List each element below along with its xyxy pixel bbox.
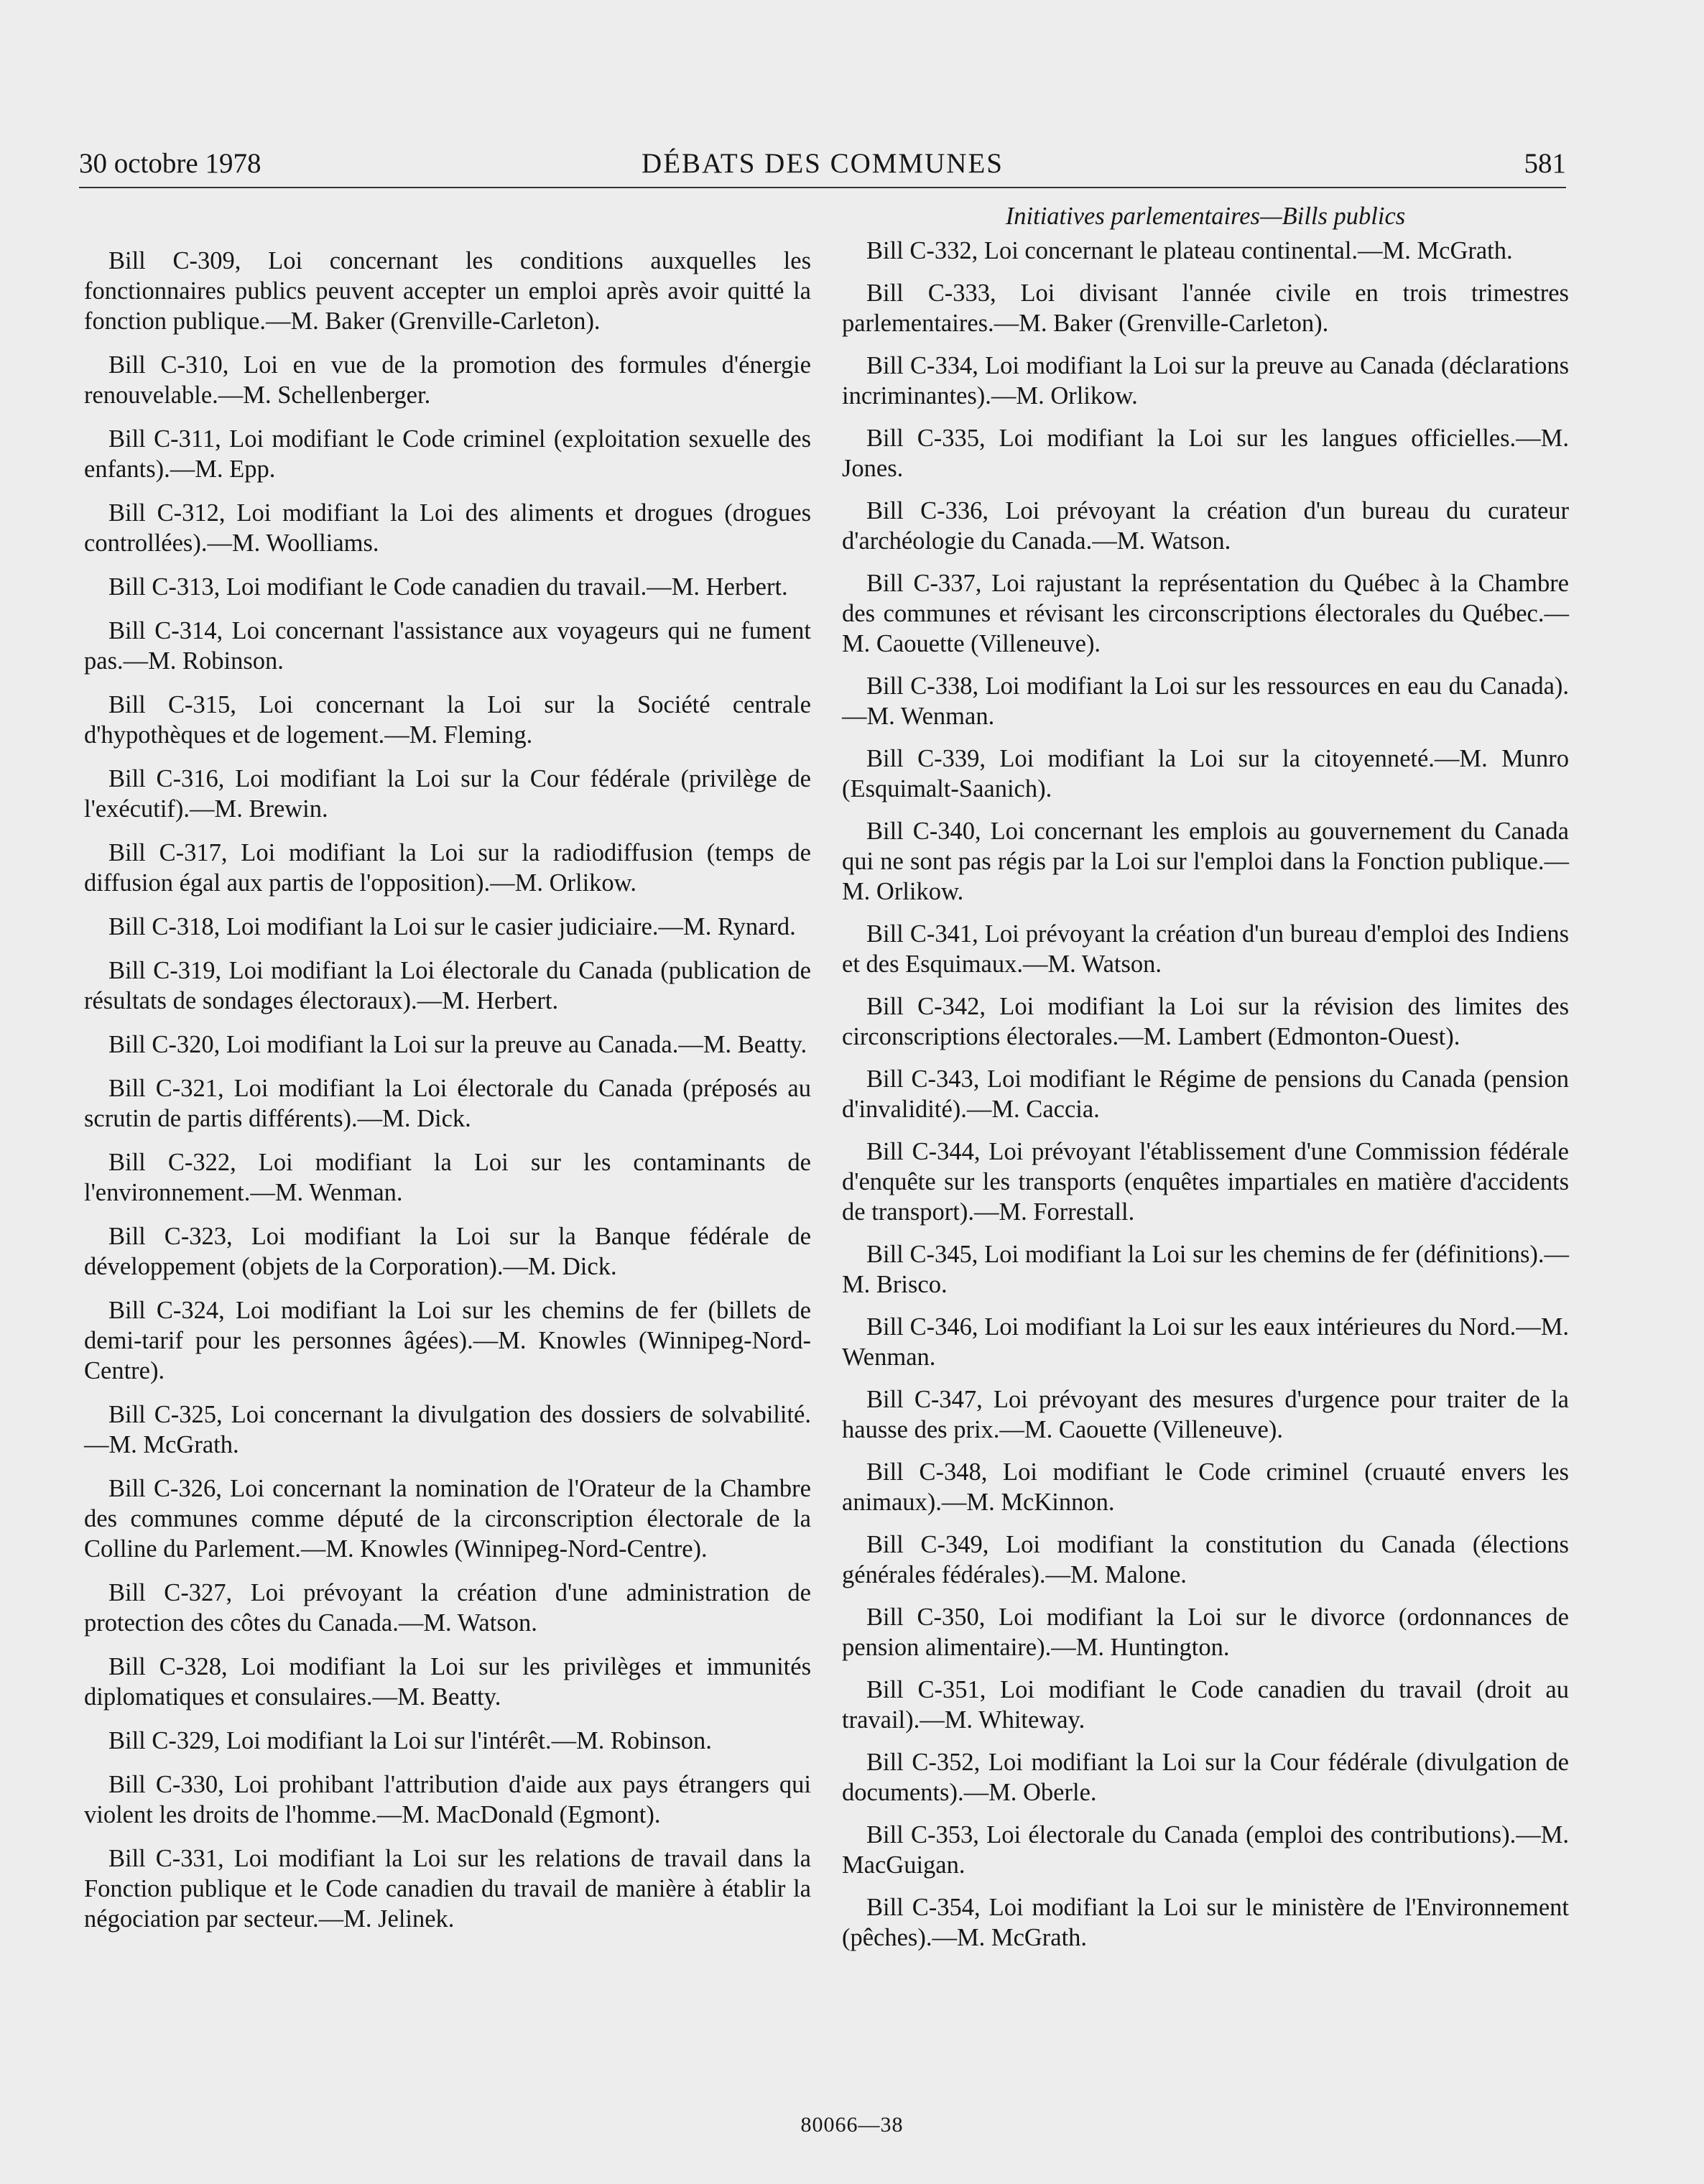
bill-entry: Bill C-333, Loi divisant l'année civile en trois trimestres parlementaires.—M. Baker (Grenville-Carleton). [842, 279, 1569, 337]
bill-entry: Bill C-332, Loi concernant le plateau continental.—M. McGrath. [866, 237, 1513, 264]
bill-entry: Bill C-338, Loi modifiant la Loi sur les ressources en eau du Canada).—M. Wenman. [842, 672, 1569, 730]
bill-entry: Bill C-311, Loi modifiant le Code criminel (exploitation sexuelle des enfants).—M. Epp. [84, 425, 811, 483]
bill-entry: Bill C-345, Loi modifiant la Loi sur les chemins de fer (définitions).—M. Brisco. [842, 1241, 1569, 1298]
page-footer: 80066—38 [800, 2113, 904, 2137]
bill-entry: Bill C-320, Loi modifiant la Loi sur la preuve au Canada.—M. Beatty. [108, 1031, 807, 1058]
bill-entry: Bill C-353, Loi électorale du Canada (emploi des contributions).—M. MacGuigan. [842, 1821, 1569, 1879]
bill-entry: Bill C-337, Loi rajustant la représentation du Québec à la Chambre des communes et révisant les circonscriptions électorales du Québec.—M. Caouette (Villeneuve). [842, 570, 1569, 657]
bill-entry: Bill C-328, Loi modifiant la Loi sur les privilèges et immunités diplomatiques et consulaires.—M. Beatty. [84, 1653, 811, 1711]
bill-entry: Bill C-309, Loi concernant les conditions auxquelles les fonctionnaires publics peuvent accepter un emploi après avoir quitté la fonction publique.—M. Baker (Grenville-Carleton). [84, 247, 811, 335]
bill-entry: Bill C-351, Loi modifiant le Code canadien du travail (droit au travail).—M. Whiteway. [842, 1676, 1569, 1734]
bill-entry: Bill C-313, Loi modifiant le Code canadien du travail.—M. Herbert. [108, 573, 788, 601]
header-page-number: 581 [1524, 148, 1566, 179]
bill-entry: Bill C-352, Loi modifiant la Loi sur la Cour fédérale (divulgation de documents).—M. Oberle. [842, 1749, 1569, 1806]
bill-entry: Bill C-340, Loi concernant les emplois au gouvernement du Canada qui ne sont pas régis par la Loi sur l'emploi dans la Fonction publique.—M. Orlikow. [842, 818, 1569, 905]
bill-entry: Bill C-317, Loi modifiant la Loi sur la radiodiffusion (temps de diffusion égal aux partis de l'opposition).—M. Orlikow. [84, 839, 811, 897]
bill-entry: Bill C-314, Loi concernant l'assistance aux voyageurs qui ne fument pas.—M. Robinson. [84, 617, 811, 675]
bill-entry: Bill C-327, Loi prévoyant la création d'une administration de protection des côtes du Canada.—M. Watson. [84, 1579, 811, 1637]
bill-entry: Bill C-334, Loi modifiant la Loi sur la preuve au Canada (déclarations incriminantes).—M. Orlikow. [842, 352, 1569, 410]
header-title: DÉBATS DES COMMUNES [642, 148, 1004, 179]
bill-entry: Bill C-319, Loi modifiant la Loi électorale du Canada (publication de résultats de sondages électoraux).—M. Herbert. [84, 957, 811, 1014]
bill-entry: Bill C-336, Loi prévoyant la création d'un bureau du curateur d'archéologie du Canada.—M. Watson. [842, 497, 1569, 555]
bill-entry: Bill C-322, Loi modifiant la Loi sur les contaminants de l'environnement.—M. Wenman. [84, 1149, 811, 1206]
bill-entry: Bill C-329, Loi modifiant la Loi sur l'intérêt.—M. Robinson. [108, 1727, 712, 1754]
page-header [79, 144, 1566, 188]
bill-entry: Bill C-324, Loi modifiant la Loi sur les chemins de fer (billets de demi-tarif pour les personnes âgées).—M. Knowles (Winnipeg-Nord-Centre). [84, 1297, 811, 1384]
bill-entry: Bill C-326, Loi concernant la nomination de l'Orateur de la Chambre des communes comme député de la circonscription électorale de la Colline du Parlement.—M. Knowles (Winnipeg-Nord-Centre). [84, 1475, 811, 1563]
left-column [84, 246, 811, 1948]
bill-entry: Bill C-310, Loi en vue de la promotion des formules d'énergie renouvelable.—M. Schellenberger. [84, 351, 811, 409]
bill-entry: Bill C-348, Loi modifiant le Code criminel (cruauté envers les animaux).—M. McKinnon. [842, 1458, 1569, 1516]
bill-entry: Bill C-331, Loi modifiant la Loi sur les relations de travail dans la Fonction publique et le Code canadien du travail de manière à établir la négociation par secteur.—M. Jelinek. [84, 1845, 811, 1933]
bill-entry: Bill C-335, Loi modifiant la Loi sur les langues officielles.—M. Jones. [842, 425, 1569, 482]
right-column [842, 201, 1569, 1965]
bill-entry: Bill C-344, Loi prévoyant l'établissement d'une Commission fédérale d'enquête sur les transports (enquêtes impartiales en matière d'accidents de transport).—M. Forrestall. [842, 1138, 1569, 1226]
section-title: Initiatives parlementaires—Bills publics [1005, 203, 1406, 230]
bill-entry: Bill C-321, Loi modifiant la Loi électorale du Canada (préposés au scrutin de partis différents).—M. Dick. [84, 1075, 811, 1132]
bill-entry: Bill C-341, Loi prévoyant la création d'un bureau d'emploi des Indiens et des Esquimaux.—M. Watson. [842, 920, 1569, 978]
bill-entry: Bill C-330, Loi prohibant l'attribution d'aide aux pays étrangers qui violent les droits de l'homme.—M. MacDonald (Egmont). [84, 1771, 811, 1828]
bill-entry: Bill C-349, Loi modifiant la constitution du Canada (élections générales fédérales).—M. Malone. [842, 1531, 1569, 1588]
bill-entry: Bill C-315, Loi concernant la Loi sur la Société centrale d'hypothèques et de logement.—M. Fleming. [84, 691, 811, 749]
bill-entry: Bill C-318, Loi modifiant la Loi sur le casier judiciaire.—M. Rynard. [108, 913, 796, 940]
bill-entry: Bill C-346, Loi modifiant la Loi sur les eaux intérieures du Nord.—M. Wenman. [842, 1313, 1569, 1371]
bill-entry: Bill C-312, Loi modifiant la Loi des aliments et drogues (drogues controllées).—M. Woolliams. [84, 499, 811, 557]
bill-entry: Bill C-323, Loi modifiant la Loi sur la Banque fédérale de développement (objets de la Corporation).—M. Dick. [84, 1223, 811, 1280]
bill-entry: Bill C-343, Loi modifiant le Régime de pensions du Canada (pension d'invalidité).—M. Caccia. [842, 1065, 1569, 1123]
bill-entry: Bill C-354, Loi modifiant la Loi sur le ministère de l'Environnement (pêches).—M. McGrath. [842, 1894, 1569, 1951]
bill-entry: Bill C-347, Loi prévoyant des mesures d'urgence pour traiter de la hausse des prix.—M. Caouette (Villeneuve). [842, 1386, 1569, 1443]
header-date: 30 octobre 1978 [79, 148, 261, 179]
bill-entry: Bill C-339, Loi modifiant la Loi sur la citoyenneté.—M. Munro (Esquimalt-Saanich). [842, 745, 1569, 802]
bill-entry: Bill C-350, Loi modifiant la Loi sur le divorce (ordonnances de pension alimentaire).—M. Huntington. [842, 1604, 1569, 1661]
bill-entry: Bill C-316, Loi modifiant la Loi sur la Cour fédérale (privilège de l'exécutif).—M. Brewin. [84, 765, 811, 823]
bill-entry: Bill C-342, Loi modifiant la Loi sur la révision des limites des circonscriptions électorales.—M. Lambert (Edmonton-Ouest). [842, 993, 1569, 1050]
bill-entry: Bill C-325, Loi concernant la divulgation des dossiers de solvabilité.—M. McGrath. [84, 1401, 811, 1458]
